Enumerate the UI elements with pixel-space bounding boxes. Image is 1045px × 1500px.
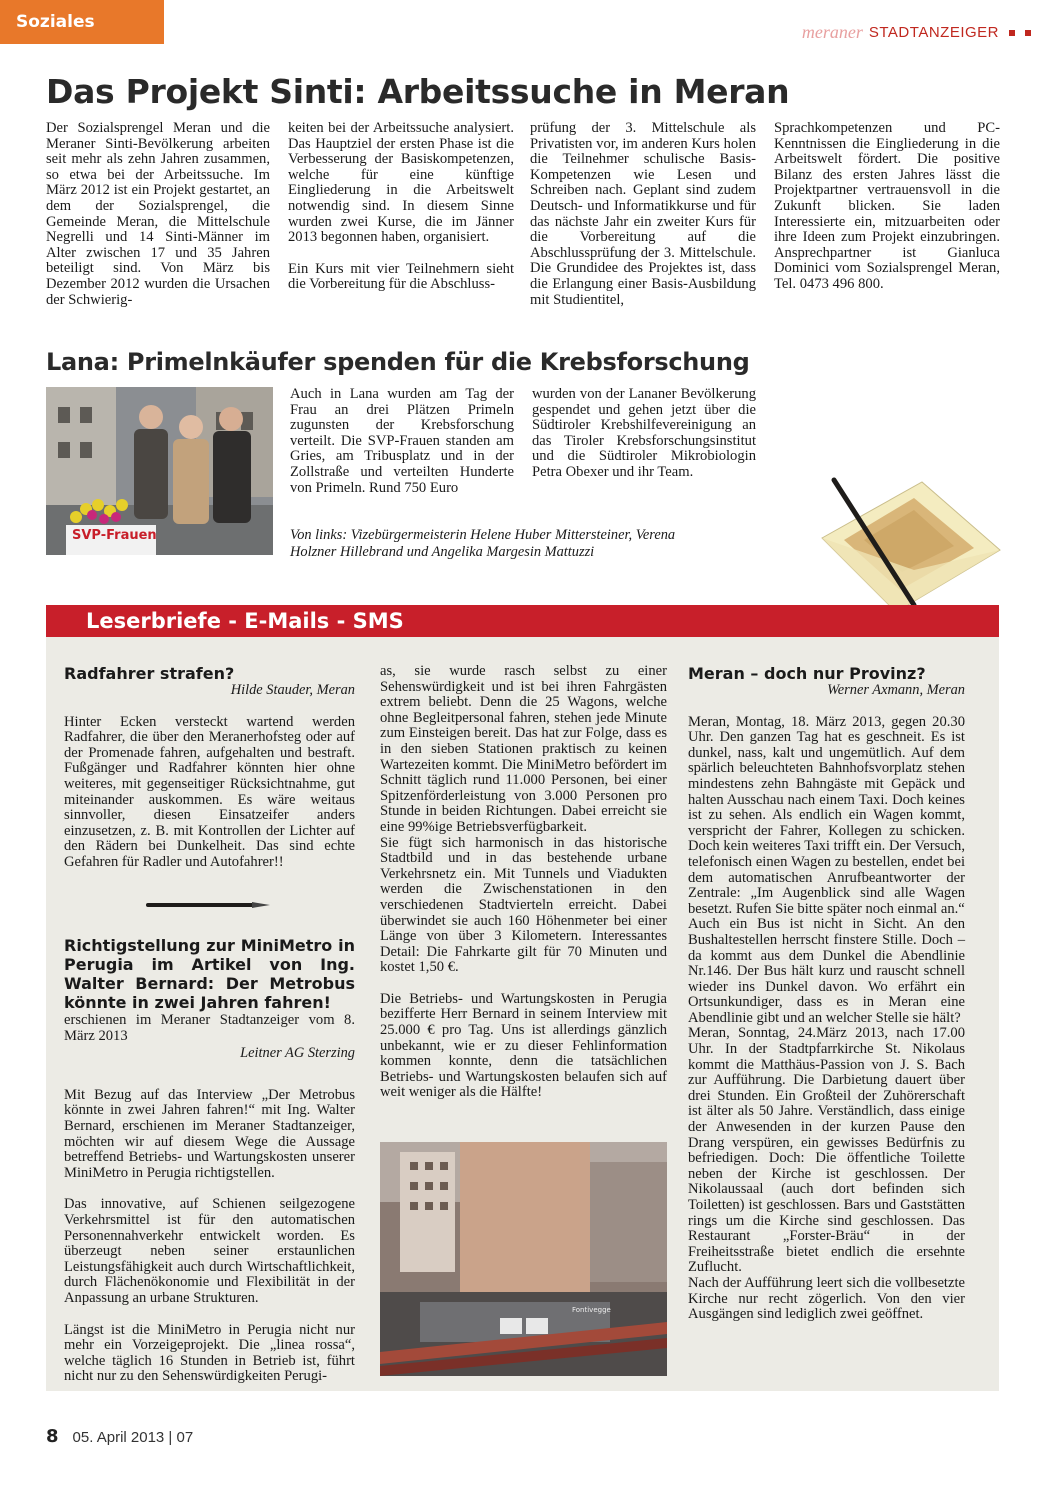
page-footer xyxy=(46,1426,193,1447)
issue-info: 05. April 2013 | 07 xyxy=(72,1429,194,1446)
article-text: wurden von der Lananer Bevölkerung gespendet und gehen jetzt über die Südtiroler Krebshilfevereinigung an das Tiroler Krebsforschungsinstitut und die Südtiroler Mikrobiologin Petra Obexer und ihr Team. xyxy=(532,386,756,480)
letter-text: Längst ist die MiniMetro in Perugia nicht nur mehr ein Vorzeigeprojekt. Die „linea rossa“, welche täglich 16 Stunden in Betrieb ist, führt nicht nur zu den Sehenswürdigkeiten Perugi- xyxy=(64,1321,355,1385)
letter-column xyxy=(64,664,355,871)
article-column xyxy=(774,121,1000,293)
letter-text: Auch ein Bus ist nicht in Sicht. An den Bushaltestellen herrscht finstere Stille. Doch – da kommt aus dem Dunkel die Abendlinie Nr.146. Der Bus hält kurz und rauscht schnell wieder ins Dunkel davon. Wo erfährt ein Ortsunkundiger, dass es in Meran eine Abendlinie gibt und an welcher Stelle sie hält? xyxy=(688,916,965,1026)
pen-icon xyxy=(144,898,274,912)
article-text: Sprachkompetenzen und PC-Kenntnissen die Eingliederung in die Arbeitswelt fördert. Die positive Bilanz des ersten Jahres lässt die Projektpartner vertrauensvoll in die Zukunft blicken. Sie laden Interessierte ein, mitzuarbeiten oder ihre Ideen zum Projekt einzubringen. Ansprechpartner ist Gianluca Dominici vom Sozialsprengel Meran, Tel. 0473 496 800. xyxy=(774,120,1000,292)
envelope-illustration xyxy=(804,460,1004,620)
masthead-brand: meraner xyxy=(801,22,863,42)
letter-text: Nach der Aufführung leert sich die vollbesetzte Kirche nur recht zögerlich. Von den vier Ausgängen sind lediglich zwei geöffnet. xyxy=(688,1274,965,1323)
letter-text: Die Betriebs- und Wartungskosten in Perugia bezifferte Herr Bernard in seinem Interview mit 25.000 € pro Tag. Uns ist allerdings gänzlich unbekannt, wie er zu dieser Fehlinformation kommen konnte, denn die tatsächlichen Betriebs- und Wartungskosten belaufen sich auf weit weniger als die Hälfte! xyxy=(380,990,667,1101)
article-column xyxy=(532,387,756,481)
article-text: prüfung der 3. Mittelschule als Privatisten vor, im anderen Kurs holen die Teilnehmer schulische Basis-Kompetenzen wie Lesen und Schreiben nach. Geplant sind zudem Deutsch- und Informatikkurse und für das nächste Jahr ein zweiter Kurs für die Vorbereitung auf die Abschlussprüfung der 3. Mittelschule. Die Grundidee des Projektes ist, dass die Erlangung einer Basis-Ausbildung mit Studientitel, xyxy=(530,120,756,308)
letter-author: Werner Axmann, Meran xyxy=(827,682,965,698)
article-title: Lana: Primelnkäufer spenden für die Krebsforschung xyxy=(46,348,750,376)
masthead-square xyxy=(1025,30,1031,36)
article-column xyxy=(530,121,756,308)
letter-text: Meran, Montag, 18. März 2013, gegen 20.30 Uhr. Den ganzen Tag hat es geschneit. Es ist dunkel, nass, kalt und ungemütlich. Auf dem spärlich beleuchteten Bahnhofsvorplatz stehen mindestens zehn Bahngäste mit Gepäck und halten Ausschau nach einem Taxi. Doch keines ist zu sehen. Als endlich ein Wagen kommt, verspricht der Fahrer, Kollegen zu schicken. Doch kein weiteres Taxi trifft ein. Der Versuch, telefonisch einen Wagen zu bestellen, endet bei dem automatischen Anrufbeantworter der Zentrale: „Im Augenblick sind alle Wagen besetzt. Rufen Sie bitte später noch einmal an.“ xyxy=(688,713,965,917)
article-text: keiten bei der Arbeitssuche analysiert. Das Hauptziel der ersten Phase ist die Verbesserung der Basiskompetenzen, welche für eine künftige Eingliederung in die Arbeitswelt notwendig sind. In diesem Sinne wurden zwei Kurse, die im Jänner 2013 begonnen haben, organisiert. xyxy=(288,120,514,246)
article-title: Das Projekt Sinti: Arbeitssuche in Meran xyxy=(46,72,790,111)
station-sign: Fontivegge xyxy=(572,1306,611,1314)
letter-title: Radfahrer strafen? xyxy=(64,664,235,683)
article-column xyxy=(46,121,270,308)
pen-divider xyxy=(144,898,274,912)
masthead-name: STADTANZEIGER xyxy=(868,24,999,41)
women-photo xyxy=(46,387,273,555)
letter-text: Hinter Ecken versteckt wartend werden Radfahrer, die über den Meranerhofsteg oder auf der Promenade fahren, aufgehalten und bestraft. Fußgänger und Radfahrer könnten hier ohne weiteres, mit gegenseitiger Rücksichtnahme, gut miteinander auskommen. Es wäre weitaus sinnvoller, diesen Einsatzeifer anders einzusetzen, z. B. mit Kontrollen der Lichter auf den Rädern bei Dunkelheit. Das sind echte Gefahren für Radler und Autofahrer!! xyxy=(64,713,355,870)
article-text: Ein Kurs mit vier Teilnehmern sieht die Vorbereitung für die Abschluss- xyxy=(288,260,514,293)
letter-text: Meran, Sonntag, 24.März 2013, nach 17.00 Uhr. In der Stadtpfarrkirche St. Nikolaus kommt die Matthäus-Passion von J. S. Bach zur Aufführung. Die Darbietung dauert über drei Stunden. Ein Großteil der Zuhörerschaft ist älter als 50 Jahre. Verständlich, dass einige der Anwesenden in der kurzen Pause den Drang verspüren, ein gewisses Bedürfnis zu befriedigen. Doch: Die öffentliche Toilette neben der Kirche ist geschlossen. Der Nikolaussaal (auch dort befinden sich Toiletten) ist geschlossen. Bars und Gaststätten rings um die Kirche sind geschlossen. Das Restaurant „Forster-Bräu“ in der Freiheitsstraße bietet endlich die ersehnte Zuflucht. xyxy=(688,1025,965,1276)
envelope-pen-icon xyxy=(804,460,1004,620)
letter-title: Richtigstellung zur MiniMetro in Perugia im Artikel von Ing. Walter Bernard: Der Metrobus könnte in zwei Jahren fahren! xyxy=(64,936,355,1012)
letter-text: Sie fügt sich harmonisch in das historische Stadtbild und in das bestehende urbane Verkehrsnetz ein. Mit Tunnels und Viadukten werden die Zwischenstationen in den verschiedenen Stadtvierteln erreicht. Dabei überwindet sie auch 160 Höhenmeter bei einer Länge von über 3 Kilometern. Interessantes Detail: Die Fahrkarte gilt für 70 Minuten und kostet 1,50 €. xyxy=(380,834,667,976)
masthead xyxy=(802,22,1031,43)
letter-column xyxy=(380,664,667,1101)
article-column xyxy=(290,387,514,496)
article-column xyxy=(288,121,514,293)
letter-subtitle: erschienen im Meraner Stadtanzeiger vom 8. März 2013 xyxy=(64,1012,355,1044)
article-text: Der Sozialsprengel Meran und die Meraner Sinti-Bevölkerung arbeiten seit mehr als zehn Jahren zusammen, so etwa bei der Arbeitssuche. Im März 2012 ist ein Projekt gestartet, an dem der Sozialsprengel, die Gemeinde Meran, die Mittelschule Negrelli und 14 Sinti-Männer im Alter zwischen 17 und 35 Jahren beteiligt sind. Von März bis Dezember 2012 wurden die Ursachen der Schwierig- xyxy=(46,120,270,308)
letter-column xyxy=(688,664,965,1323)
letter-author: Hilde Stauder, Meran xyxy=(230,682,355,698)
minimetro-photo xyxy=(380,1142,667,1376)
section-tab: Soziales xyxy=(0,0,164,44)
photo-caption: Von links: Vizebürgermeisterin Helene Huber Mittersteiner, Verena Holzner Hillebrand und Angelika Margesin Mattuzzi xyxy=(290,527,676,560)
page-number: 8 xyxy=(46,1426,59,1447)
article-text: Auch in Lana wurden am Tag der Frau an drei Plätzen Primeln zugunsten der Krebsforschung verteilt. Die SVP-Frauen standen am Gries, am Tribusplatz und in der Zollstraße und verteilten Hunderte von Primeln. Rund 750 Euro xyxy=(290,386,514,496)
letters-header-bar: Leserbriefe - E-Mails - SMS xyxy=(46,605,999,637)
letter-author: Leitner AG Sterzing xyxy=(240,1045,355,1062)
banner-text: SVP-Frauen xyxy=(72,528,157,543)
letter-text: Mit Bezug auf das Interview „Der Metrobus könnte in zwei Jahren fahren!“ mit Ing. Walter Bernard, erschienen im Meraner Stadtanzeiger, möchten wir auf diesem Wege die Aussage betreffend Betriebs- und Wartungskosten unserer MiniMetro in Perugia richtigstellen. xyxy=(64,1086,355,1181)
letter-text: as, sie wurde rasch selbst zu einer Sehenswürdigkeit und ist bei ihren Fahrgästen extrem beliebt. Denn die 25 Wagons, welche ohne Begleitpersonal fahren, stehen jede Minute zum Einsteigen bereit. Das hat zur Folge, dass es in den sieben Stationen praktisch zu keinen Wartezeiten kommt. Die MiniMetro befördert im Schnitt täglich rund 11.000 Personen, bei einer Spitzenförderleistung von 3.000 Personen pro Stunde in beiden Richtungen. Dabei erreicht sie eine 99%ige Betriebsverfügbarkeit. xyxy=(380,663,667,835)
letter-title: Meran – doch nur Provinz? xyxy=(688,664,926,683)
minimetro-photo-image xyxy=(380,1142,667,1376)
letter-text: Das innovative, auf Schienen seilgezogene Verkehrsmittel ist für den automatischen Personennahverkehr entwickelt worden. Es überzeugt neben seiner erstaunlichen Leistungsfähigkeit auch durch Wirtschaftlichkeit, durch Flächenökonomie und Flexibilität in der Anpassung an urbane Strukturen. xyxy=(64,1196,355,1306)
letter-column xyxy=(64,936,355,1385)
masthead-square xyxy=(1009,30,1015,36)
